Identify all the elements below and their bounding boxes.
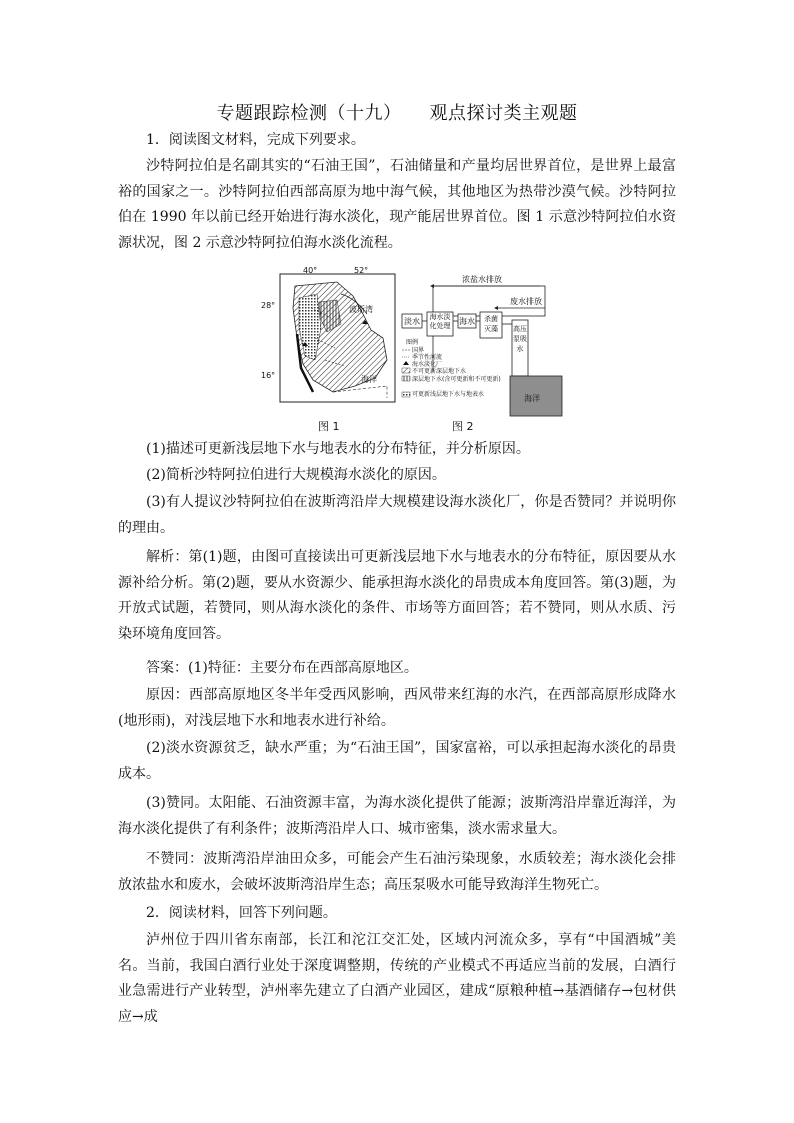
brine-arrow-head: [430, 284, 434, 288]
q2-stem: 2．阅读材料，回答下列问题。: [146, 905, 337, 921]
q2-material: 泸州位于四川省东南部，长江和沱江交汇处，区域内河流众多，享有“中国酒城”美名。当前，我国白酒行业处于深度调整期，传统的产业模式不再适应当前的发展，白酒行业急需进行产业转型，泸州率先建立了白酒产业园区，建成“原粮种植→基酒储存→包材供应→成: [118, 932, 676, 1025]
legend-symbol-deep: [402, 368, 410, 373]
legend-item: 深层地下水(含可更新和不可更新): [412, 376, 501, 383]
q1-question-2: (2)简析沙特阿拉伯进行大规模海水淡化的原因。: [146, 467, 446, 483]
title-main: 专题跟踪检测（十九）: [216, 103, 402, 124]
title-sub: 观点探讨类主观题: [429, 103, 578, 124]
waste-label: 废水排放: [510, 297, 542, 306]
page-title: [0, 99, 794, 125]
sterilize-label: 杀菌灭藻: [484, 315, 498, 333]
legend-title: 图例: [406, 339, 419, 346]
lat-label-28: 28°: [261, 301, 276, 310]
q1-answer-1-reason: 原因：西部高原地区冬半年受西风影响，西风带来红海的水汽，在西部高原形成降水(地形雨)，对浅层地下水和地表水进行补给。: [118, 687, 676, 729]
figure-1-map: [261, 266, 400, 410]
legend-symbol-plant: [403, 361, 409, 365]
legend-item: 季节性河流: [412, 354, 443, 361]
pump-label: 高压泵吸水: [513, 325, 527, 353]
q1-stem: 1．阅读图文材料，完成下列要求。: [146, 132, 365, 148]
legend-item: 可更新浅层地下水与地表水: [412, 391, 485, 398]
q1-answer-3-agree: (3)赞同。太阳能、石油资源丰富，为海水淡化提供了能源；波斯湾沿岸靠近海洋，为海水淡化提供了有利条件；波斯湾沿岸人口、城市密集，淡水需求量大。: [118, 795, 676, 837]
lon-label-40: 40°: [303, 266, 318, 275]
waste-arrow-head: [494, 306, 498, 310]
seawater-label: 海水: [459, 317, 475, 326]
legend-item: 海水淡化厂: [412, 361, 443, 368]
legend-item: 不可更新深层地下水: [412, 368, 467, 375]
q1-answer-2: (2)淡水资源贫乏，缺水严重；为“石油王国”，国家富裕，可以承担起海水淡化的昂贵成本。: [118, 740, 676, 782]
legend-symbol-shallow: [402, 392, 410, 397]
legend-symbol-mixed: [402, 376, 410, 381]
desal-plant-label: 海水淡化处理: [429, 313, 451, 330]
figure-2-caption: 图 2: [452, 420, 474, 433]
q1-answer-1: 答案：(1)特征：主要分布在西部高原地区。: [146, 660, 418, 676]
q1-question-3: (3)有人提议沙特阿拉伯在波斯湾沿岸大规模建设海水淡化厂，你是否赞同？并说明你的理由。: [118, 494, 676, 536]
ocean-box-label: 海洋: [524, 394, 540, 403]
figure-1-caption: 图 1: [318, 420, 340, 433]
fresh-water-label: 淡水: [404, 317, 420, 326]
persian-gulf-label: 波斯湾: [349, 305, 373, 314]
q1-answer-3-disagree: 不赞同：波斯湾沿岸油田众多，可能会产生石油污染现象，水质较差；海水淡化会排放浓盐水和废水，会破坏波斯湾沿岸生态；高压泵吸水可能导致海洋生物死亡。: [118, 851, 676, 893]
brine-label: 浓盐水排放: [462, 275, 502, 284]
figure-2-flowchart: [400, 268, 565, 418]
legend-item: 国界: [412, 347, 425, 354]
q1-analysis: 解析：第(1)题，由图可直接读出可更新浅层地下水与地表水的分布特征，原因要从水源补给分析。第(2)题，要从水资源少、能承担海水淡化的昂贵成本角度回答。第(3)题，为开放式试题，若赞同，则从海水淡化的条件、市场等方面回答；若不赞同，则从水质、污染环境角度回答。: [118, 549, 676, 642]
lon-label-52: 52°: [354, 266, 369, 275]
ocean-label: 海洋: [361, 375, 377, 384]
q1-material: 沙特阿拉伯是名副其实的“石油王国”，石油储量和产量均居世界首位，是世界上最富裕的国家之一。沙特阿拉伯西部高原为地中海气候，其他地区为热带沙漠气候。沙特阿拉伯在 1990 年以前已经开始进行海水淡化，现产能居世界首位。图 1 示意沙特阿拉伯水资源状况，图 2 示意沙特阿拉伯海水淡化流程。: [118, 158, 676, 251]
lat-label-16: 16°: [261, 371, 276, 380]
q1-question-1: (1)描述可更新浅层地下水与地表水的分布特征，并分析原因。: [146, 441, 530, 457]
